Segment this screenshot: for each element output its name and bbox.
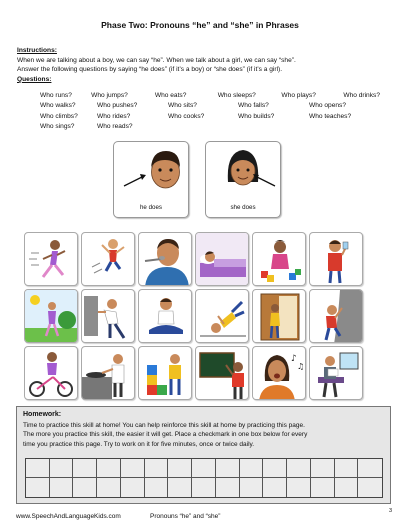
opening-girl-picture bbox=[252, 289, 306, 343]
she-does-card bbox=[205, 141, 281, 218]
instructions-section bbox=[17, 46, 385, 84]
she-does-label: she does bbox=[230, 204, 256, 211]
question-row bbox=[40, 112, 380, 122]
homework-line-3: time you practice this page. Try to work on it for five minutes, once or twice daily. bbox=[23, 440, 255, 448]
practice-checkbox[interactable] bbox=[335, 459, 359, 478]
instructions-label: Instructions: bbox=[17, 47, 57, 54]
practice-checkbox[interactable] bbox=[358, 478, 382, 497]
practice-checkbox[interactable] bbox=[73, 478, 97, 497]
practice-checkbox[interactable] bbox=[240, 459, 264, 478]
question-item: Who drinks? bbox=[343, 92, 380, 99]
question-row bbox=[40, 91, 380, 101]
practice-checkbox[interactable] bbox=[73, 459, 97, 478]
question-item: Who falls? bbox=[238, 102, 269, 110]
practice-checkbox[interactable] bbox=[311, 478, 335, 497]
question-item: Who eats? bbox=[154, 92, 187, 99]
sitting-boy-picture bbox=[138, 289, 192, 343]
homework-box bbox=[16, 406, 391, 504]
practice-checkbox[interactable] bbox=[263, 459, 287, 478]
footer-website: www.SpeechAndLanguageKids.com bbox=[16, 513, 121, 520]
falling-boy-picture bbox=[195, 289, 249, 343]
homework-title: Homework: bbox=[23, 411, 62, 418]
question-item: Who sings? bbox=[40, 122, 75, 130]
page-title: Phase Two: Pronouns “he” and “she” in Phrases bbox=[101, 20, 299, 30]
practice-checkbox[interactable] bbox=[50, 478, 74, 497]
practice-checkbox[interactable] bbox=[121, 478, 145, 497]
running-girl-picture bbox=[24, 232, 78, 286]
practice-checkbox[interactable] bbox=[145, 478, 169, 497]
practice-checkbox[interactable] bbox=[240, 478, 264, 497]
practice-checkbox[interactable] bbox=[216, 459, 240, 478]
practice-checkbox[interactable] bbox=[192, 478, 216, 497]
practice-checkbox[interactable] bbox=[192, 459, 216, 478]
cooking-man-picture bbox=[81, 346, 135, 400]
he-does-label: he does bbox=[139, 204, 163, 211]
question-item: Who rides? bbox=[97, 112, 131, 120]
question-item: Who sleeps? bbox=[217, 92, 256, 99]
instructions-line-1: When we are talking about a boy, we can say “he”. When we talk about a girl, we can say “she”. bbox=[17, 56, 296, 64]
question-item: Who walks? bbox=[40, 102, 76, 110]
question-item: Who plays? bbox=[281, 92, 316, 99]
practice-checkbox[interactable] bbox=[97, 459, 121, 478]
teaching-man-picture bbox=[195, 346, 249, 400]
jumping-boy-picture bbox=[81, 232, 135, 286]
homework-line-1: Time to practice this skill at home! You can help reinforce this skill at home by practicing this page. bbox=[23, 422, 305, 429]
practice-checkbox[interactable] bbox=[287, 459, 311, 478]
svg-text:♪: ♪ bbox=[291, 354, 297, 364]
pushing-man-picture bbox=[81, 289, 135, 343]
question-item: Who runs? bbox=[40, 92, 72, 99]
practice-checkbox[interactable] bbox=[26, 459, 50, 478]
question-item: Who teaches? bbox=[309, 112, 352, 120]
climbing-boy-picture bbox=[309, 289, 363, 343]
practice-checkbox[interactable] bbox=[287, 478, 311, 497]
practice-checkbox[interactable] bbox=[168, 459, 192, 478]
practice-checkbox-grid bbox=[25, 458, 383, 498]
practice-checkbox[interactable] bbox=[168, 478, 192, 497]
practice-checkbox[interactable] bbox=[97, 478, 121, 497]
page-number: 3 bbox=[389, 508, 393, 514]
question-item: Who climbs? bbox=[40, 112, 78, 120]
practice-checkbox[interactable] bbox=[311, 459, 335, 478]
questions-list bbox=[40, 91, 380, 132]
practice-checkbox[interactable] bbox=[358, 459, 382, 478]
practice-checkbox[interactable] bbox=[121, 459, 145, 478]
singing-girl-picture bbox=[252, 346, 306, 400]
reading-man-picture bbox=[309, 346, 363, 400]
question-item: Who jumps? bbox=[91, 92, 128, 99]
question-row bbox=[40, 122, 380, 132]
he-does-card bbox=[113, 141, 189, 218]
practice-checkbox[interactable] bbox=[263, 478, 287, 497]
question-item: Who opens? bbox=[309, 102, 347, 110]
riding-girl-picture bbox=[24, 346, 78, 400]
question-item: Who pushes? bbox=[97, 102, 138, 110]
question-item: Who builds? bbox=[238, 112, 275, 120]
practice-checkbox[interactable] bbox=[145, 459, 169, 478]
practice-checkbox[interactable] bbox=[216, 478, 240, 497]
svg-text:♫: ♫ bbox=[297, 362, 305, 371]
practice-checkbox[interactable] bbox=[335, 478, 359, 497]
question-item: Who sits? bbox=[168, 102, 197, 110]
instructions-line-2: Answer the following questions by saying “he does” (if it’s a boy) or “she does” (if it’s a girl). bbox=[17, 66, 283, 74]
building-boy-picture bbox=[138, 346, 192, 400]
questions-label: Questions: bbox=[17, 75, 52, 83]
homework-line-2: The more you practice this skill, the easier it will get. Place a checkmark in one box below for every bbox=[23, 431, 308, 439]
eating-man-picture bbox=[138, 232, 192, 286]
sleeping-girl-picture bbox=[195, 232, 249, 286]
practice-checkbox[interactable] bbox=[26, 478, 50, 497]
question-item: Who reads? bbox=[97, 122, 133, 130]
walking-woman-picture bbox=[24, 289, 78, 343]
question-row bbox=[40, 101, 380, 111]
drinking-boy-picture bbox=[309, 232, 363, 286]
question-item: Who cooks? bbox=[168, 112, 205, 120]
playing-girl-picture bbox=[252, 232, 306, 286]
homework-text bbox=[23, 421, 385, 449]
footer-subtitle: Pronouns “he” and “she” bbox=[150, 513, 221, 520]
practice-checkbox[interactable] bbox=[50, 459, 74, 478]
